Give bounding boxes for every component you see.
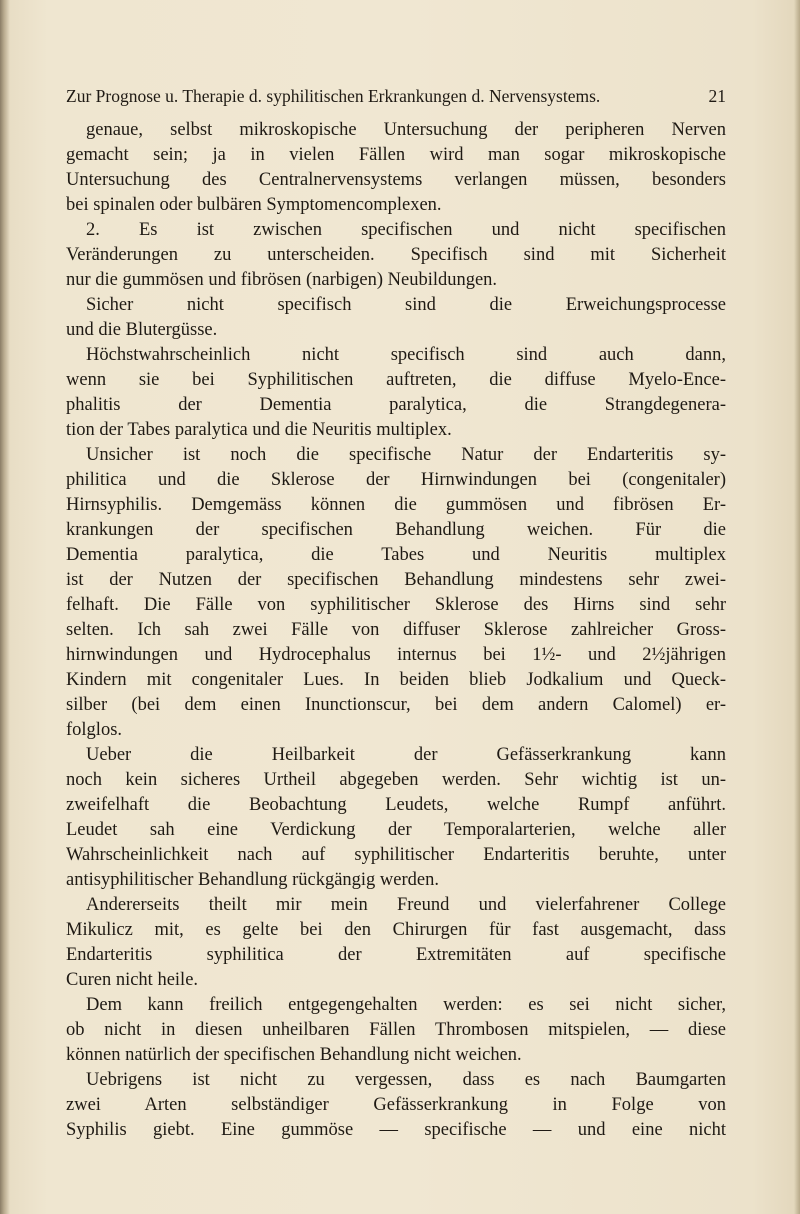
text-line: philitica und die Sklerose der Hirnwindungen bei (congenitaler) — [66, 470, 726, 490]
text-line: Veränderungen zu unterscheiden. Specifisch sind mit Sicherheit — [66, 245, 726, 265]
page-edge-shadow — [794, 0, 800, 1214]
running-title: Zur Prognose u. Therapie d. syphilitischen Erkrankungen d. Nervensystems. — [66, 86, 601, 106]
text-line: antisyphilitischer Behandlung rückgängig werden. — [66, 870, 439, 890]
text-line: phalitis der Dementia paralytica, die Strangdegenera- — [66, 395, 726, 415]
text-line: wenn sie bei Syphilitischen auftreten, die diffuse Myelo-Ence- — [66, 370, 726, 390]
text-line: Curen nicht heile. — [66, 970, 199, 990]
text-line: Dem kann freilich entgegengehalten werden: es sei nicht sicher, — [86, 995, 726, 1015]
body-text — [66, 118, 726, 1143]
text-line: Syphilis giebt. Eine gummöse — specifische — und eine nicht — [66, 1120, 726, 1140]
page-number: 21 — [708, 86, 726, 106]
text-line: Hirnsyphilis. Demgemäss können die gummösen und fibrösen Er- — [66, 495, 726, 515]
text-line: folglos. — [66, 720, 123, 740]
text-line: und die Blutergüsse. — [66, 320, 218, 340]
text-line: nur die gummösen und fibrösen (narbigen) Neubildungen. — [66, 270, 498, 290]
text-line: Endarteritis syphilitica der Extremitäten auf specifische — [66, 945, 726, 965]
running-header — [66, 84, 726, 108]
text-line: felhaft. Die Fälle von syphilitischer Sklerose des Hirns sind sehr — [66, 595, 726, 615]
text-line: Andererseits theilt mir mein Freund und vielerfahrener College — [86, 895, 726, 915]
text-line: bei spinalen oder bulbären Symptomencomplexen. — [66, 195, 442, 215]
text-line: tion der Tabes paralytica und die Neuritis multiplex. — [66, 420, 452, 440]
text-line: Untersuchung des Centralnervensystems verlangen müssen, besonders — [66, 170, 726, 190]
text-line: Mikulicz mit, es gelte bei den Chirurgen für fast ausgemacht, dass — [66, 920, 726, 940]
text-line: zweifelhaft die Beobachtung Leudets, welche Rumpf anführt. — [66, 795, 726, 815]
text-line: gemacht sein; ja in vielen Fällen wird man sogar mikroskopische — [66, 145, 726, 165]
text-line: selten. Ich sah zwei Fälle von diffuser Sklerose zahlreicher Gross- — [66, 620, 726, 640]
text-line: krankungen der specifischen Behandlung weichen. Für die — [66, 520, 726, 540]
text-line: Leudet sah eine Verdickung der Temporalarterien, welche aller — [66, 820, 726, 840]
text-line: noch kein sicheres Urtheil abgegeben werden. Sehr wichtig ist un- — [66, 770, 726, 790]
text-line: genaue, selbst mikroskopische Untersuchung der peripheren Nerven — [86, 120, 726, 140]
text-line: zwei Arten selbständiger Gefässerkrankung in Folge von — [66, 1095, 726, 1115]
text-line: hirnwindungen und Hydrocephalus internus bei 1½- und 2½jährigen — [66, 645, 726, 665]
text-line: Kindern mit congenitaler Lues. In beiden blieb Jodkalium und Queck- — [66, 670, 726, 690]
text-line: ist der Nutzen der specifischen Behandlung mindestens sehr zwei- — [66, 570, 726, 590]
text-line: ob nicht in diesen unheilbaren Fällen Thrombosen mitspielen, — diese — [66, 1020, 726, 1040]
text-line: silber (bei dem einen Inunctionscur, bei dem andern Calomel) er- — [66, 695, 726, 715]
text-line: Höchstwahrscheinlich nicht specifisch sind auch dann, — [86, 345, 726, 365]
text-line: Ueber die Heilbarkeit der Gefässerkrankung kann — [86, 745, 726, 765]
text-line: Uebrigens ist nicht zu vergessen, dass es nach Baumgarten — [86, 1070, 726, 1090]
text-line: 2. Es ist zwischen specifischen und nicht specifischen — [86, 220, 726, 240]
text-line: können natürlich der specifischen Behandlung nicht weichen. — [66, 1045, 522, 1065]
text-line: Unsicher ist noch die specifische Natur der Endarteritis sy- — [86, 445, 726, 465]
text-line: Wahrscheinlichkeit nach auf syphilitischer Endarteritis beruhte, unter — [66, 845, 726, 865]
page-binding-shadow — [0, 0, 10, 1214]
text-line: Sicher nicht specifisch sind die Erweichungsprocesse — [86, 295, 726, 315]
text-line: Dementia paralytica, die Tabes und Neuritis multiplex — [66, 545, 726, 565]
